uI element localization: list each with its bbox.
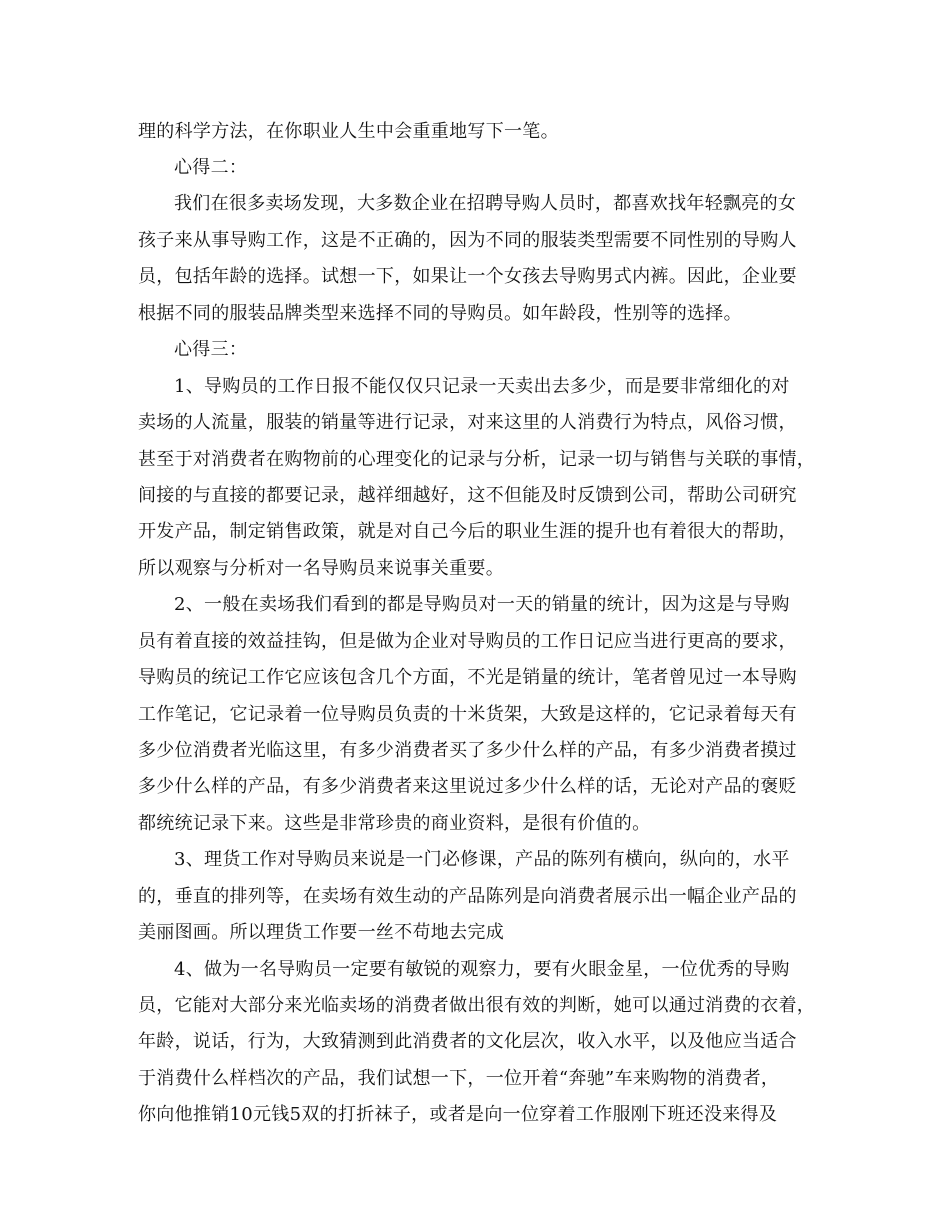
text-line: 我们在很多卖场发现，大多数企业在招聘导购人员时，都喜欢找年轻飘亮的女: [174, 193, 797, 214]
text-line: 的，垂直的排列等，在卖场有效生动的产品陈列是向消费者展示出一幅企业产品的: [138, 886, 797, 907]
text-line: 工作笔记，它记录着一位导购员负责的十米货架，大致是这样的，它记录着每天有: [138, 704, 797, 725]
text-line: 员有着直接的效益挂钩，但是做为企业对导购员的工作日记应当进行更高的要求，: [138, 631, 797, 652]
text-line: 员，包括年龄的选择。试想一下，如果让一个女孩去导购男式内裤。因此，企业要: [138, 266, 797, 287]
text-line: 甚至于对消费者在购物前的心理变化的记录与分析，记录一切与销售与关联的事情，: [138, 449, 816, 470]
text-line: 卖场的人流量，服装的销量等进行记录，对来这里的人消费行为特点，风俗习惯，: [138, 412, 797, 433]
text-line: 美丽图画。所以理货工作要一丝不苟地去完成: [138, 922, 504, 943]
text-line: 理的科学方法，在你职业人生中会重重地写下一笔。: [138, 121, 559, 142]
section-heading: 心得二：: [174, 157, 248, 178]
text-line: 3、理货工作对导购员来说是一门必修课，产品的陈列有横向，纵向的，水平: [174, 849, 790, 870]
text-line: 导购员的统记工作它应该包含几个方面，不光是销量的统计，笔者曾见过一本导购: [138, 667, 797, 688]
text-line: 你向他推销10元钱5双的打折袜子，或者是向一位穿着工作服刚下班还没来得及: [138, 1104, 778, 1125]
text-line: 多少什么样的产品，有多少消费者来这里说过多少什么样的话，无论对产品的褒贬: [138, 776, 797, 797]
text-line: 于消费什么样档次的产品，我们试想一下，一位开着“奔驰”车来购物的消费者，: [138, 1068, 780, 1089]
text-line: 所以观察与分析对一名导购员来说事关重要。: [138, 558, 504, 579]
text-line: 多少位消费者光临这里，有多少消费者买了多少什么样的产品，有多少消费者摸过: [138, 740, 797, 761]
text-line: 2、一般在卖场我们看到的都是导购员对一天的销量的统计，因为这是与导购: [174, 594, 790, 615]
text-line: 开发产品，制定销售政策，就是对自己今后的职业生涯的提升也有着很大的帮助，: [138, 521, 797, 542]
text-line: 根据不同的服装品牌类型来选择不同的导购员。如年龄段，性别等的选择。: [138, 303, 742, 324]
section-heading: 心得三：: [174, 339, 248, 360]
text-line: 1、导购员的工作日报不能仅仅只记录一天卖出去多少，而是要非常细化的对: [174, 376, 790, 397]
text-line: 4、做为一名导购员一定要有敏锐的观察力，要有火眼金星，一位优秀的导购: [174, 959, 790, 980]
text-line: 年龄，说话，行为，大致猜测到此消费者的文化层次，收入水平，以及他应当适合: [138, 1031, 797, 1052]
text-line: 间接的与直接的都要记录，越祥细越好，这不但能及时反馈到公司，帮助公司研究: [138, 485, 797, 506]
text-line: 孩子来从事导购工作，这是不正确的，因为不同的服装类型需要不同性别的导购人: [138, 230, 797, 251]
text-line: 都统统记录下来。这些是非常珍贵的商业资料，是很有价值的。: [138, 813, 651, 834]
text-line: 员，它能对大部分来光临卖场的消费者做出很有效的判断，她可以通过消费的衣着，: [138, 995, 816, 1016]
